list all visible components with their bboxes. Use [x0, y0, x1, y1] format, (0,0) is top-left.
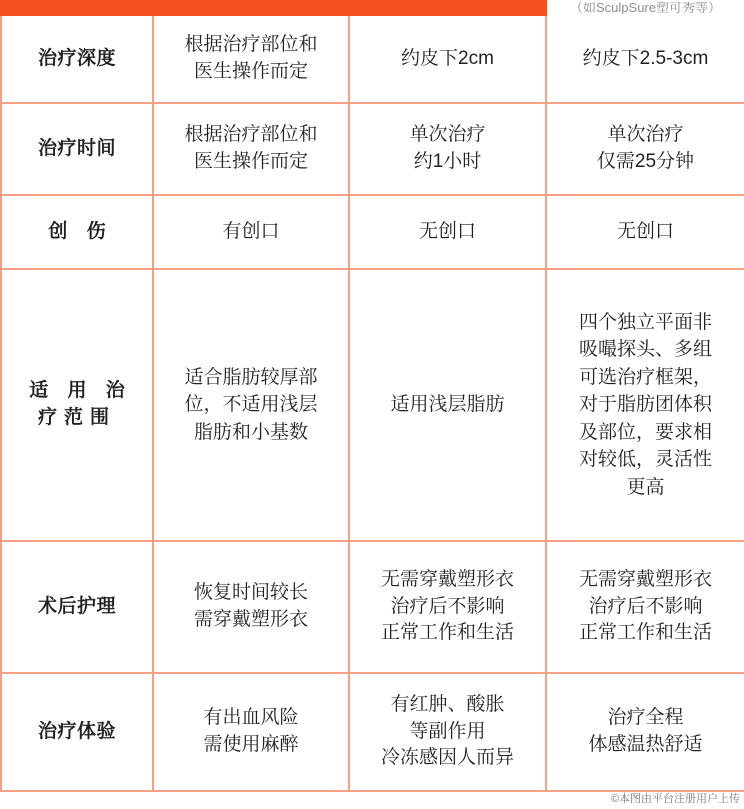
cell-line: 医生操作而定 [193, 61, 308, 82]
cell-care-col1 [153, 541, 349, 673]
cell-line: 约皮下2.5-3cm [582, 47, 709, 69]
cell-line: 单次治疗 [409, 124, 486, 146]
cell-line: 四个独立平面非 [578, 311, 712, 333]
cell-line: 治疗后不影响 [390, 595, 505, 617]
table-header-strip [1, 1, 744, 15]
cell-line: 根据治疗部位和 [184, 34, 318, 56]
row-label-scope-line1: 适 用 [29, 380, 94, 402]
cell-line: 单次治疗 [607, 124, 684, 146]
cell-line: 适合脂肪较厚部 [184, 366, 318, 388]
cell-scope-col1 [153, 269, 349, 541]
cell-line: 需穿戴塑形衣 [193, 609, 308, 630]
cell-line: 吸嘬探头、多组 [578, 339, 712, 361]
cell-care-col3 [546, 541, 744, 673]
cell-line: 有红肿、酸胀 [390, 693, 505, 715]
cell-line: 需使用麻醉 [203, 734, 299, 755]
cell-depth-col2 [349, 15, 546, 103]
row-label-treatment-time: 治疗时间 [1, 103, 153, 195]
cell-line: 体感温热舒适 [588, 734, 703, 755]
cell-exp-col3 [546, 673, 744, 791]
header-cell-col2 [349, 1, 546, 15]
cell-line: 有出血风险 [203, 707, 299, 729]
cell-line: 治疗后不影响 [588, 595, 703, 617]
header-cell-label [1, 1, 153, 15]
cell-line: 有创口 [222, 220, 280, 242]
table-row [1, 15, 744, 103]
header-note-col3: （如SculpSure塑可秀等） [570, 2, 721, 14]
cell-exp-col1 [153, 673, 349, 791]
table-row [1, 103, 744, 195]
cell-line: 冷冻感因人而异 [380, 747, 514, 769]
cell-line: 可选治疗框架， [578, 366, 712, 388]
cell-line: 更高 [626, 476, 665, 498]
row-label-postcare: 术后护理 [1, 541, 153, 673]
cell-scope-col3 [546, 269, 744, 541]
row-label-treatment-depth: 治疗深度 [1, 15, 153, 103]
cell-line: 适用浅层脂肪 [390, 394, 505, 416]
cell-line: 正常工作和生活 [578, 622, 712, 644]
cell-wound-col1 [153, 195, 349, 269]
table-row [1, 673, 744, 791]
header-cell-col3 [546, 1, 744, 15]
cell-line: 对于脂肪团体积 [578, 394, 712, 416]
cell-care-col2 [349, 541, 546, 673]
cell-line: 无需穿戴塑形衣 [380, 568, 514, 590]
cell-line: 位，不适用浅层 [184, 394, 318, 416]
cell-line: 无创口 [418, 220, 476, 242]
row-label-scope-line2: 治疗范围 [37, 380, 132, 428]
cell-line: 无创口 [616, 220, 674, 242]
cell-wound-col3 [546, 195, 744, 269]
cell-time-col1 [153, 103, 349, 195]
cell-time-col3 [546, 103, 744, 195]
cell-line: 无需穿戴塑形衣 [578, 568, 712, 590]
table-row [1, 541, 744, 673]
cell-line: 对较低，灵活性 [578, 449, 712, 471]
cell-line: 等副作用 [409, 720, 486, 742]
cell-time-col2 [349, 103, 546, 195]
cell-exp-col2 [349, 673, 546, 791]
cell-line: 治疗全程 [607, 707, 684, 729]
watermark: ©本图由平台注册用户上传 [610, 793, 740, 805]
header-cell-col1 [153, 1, 349, 15]
cell-line: 约1小时 [413, 151, 482, 172]
cell-depth-col1 [153, 15, 349, 103]
cell-line: 医生操作而定 [193, 151, 308, 172]
cell-line: 正常工作和生活 [380, 622, 514, 644]
cell-line: 仅需25分钟 [596, 151, 695, 172]
cell-line: 根据治疗部位和 [184, 124, 318, 146]
table-row [1, 195, 744, 269]
cell-wound-col2 [349, 195, 546, 269]
row-label-wound: 创 伤 [1, 195, 153, 269]
cell-depth-col3 [546, 15, 744, 103]
cell-scope-col2 [349, 269, 546, 541]
cell-line: 及部位，要求相 [578, 421, 712, 443]
cell-line: 恢复时间较长 [193, 582, 308, 604]
row-label-experience: 治疗体验 [1, 673, 153, 791]
row-label-scope [1, 269, 153, 541]
cell-line: 约皮下2cm [401, 47, 494, 69]
cell-line: 脂肪和小基数 [193, 421, 308, 443]
table-row [1, 269, 744, 541]
